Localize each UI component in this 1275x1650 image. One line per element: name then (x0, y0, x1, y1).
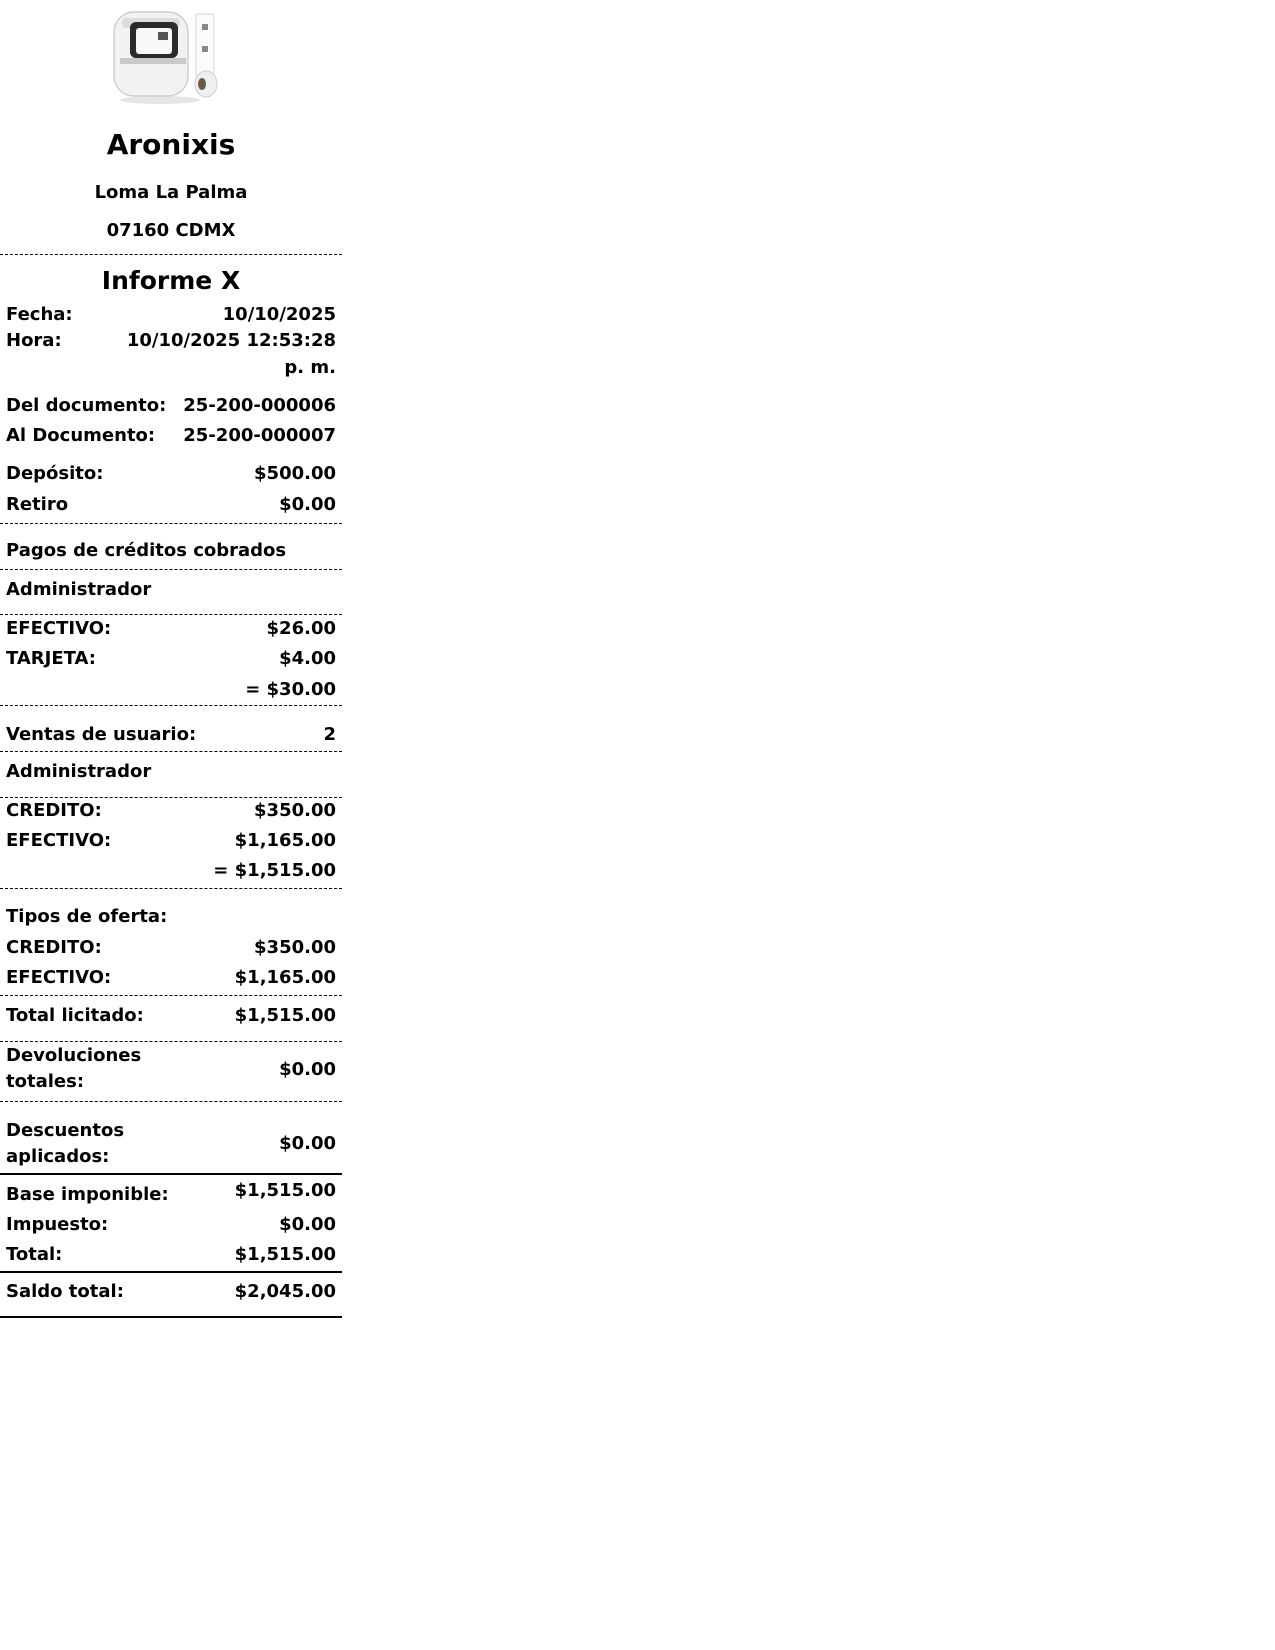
offer-types-heading: Tipos de oferta: (6, 906, 168, 927)
report-title: Informe X (101, 266, 241, 295)
devoluciones-label: Devoluciones (6, 1045, 142, 1066)
user-sales-payment-value: $350.00 (254, 800, 336, 821)
separator (0, 888, 342, 889)
saldo-total-value: $2,045.00 (234, 1281, 336, 1302)
descuentos-value: $0.00 (279, 1133, 336, 1154)
separator (0, 751, 342, 752)
base-imponible-label: Base imponible: (6, 1184, 169, 1205)
user-sales-count: 2 (323, 724, 336, 745)
offer-type-label: EFECTIVO: (6, 967, 112, 988)
devoluciones-value: $0.00 (279, 1059, 336, 1080)
credit-payment-value: $26.00 (266, 618, 336, 639)
hora-value-ampm: p. m. (284, 357, 336, 378)
credit-payments-heading: Pagos de créditos cobrados (6, 540, 287, 561)
separator (0, 1041, 342, 1042)
total-label: Total: (6, 1244, 63, 1265)
separator (0, 614, 342, 615)
store-address-line2: 07160 CDMX (106, 220, 236, 241)
printer-logo-icon (108, 8, 234, 106)
credit-payment-label: TARJETA: (6, 648, 97, 669)
separator (0, 1101, 342, 1102)
descuentos-label: Descuentos (6, 1120, 125, 1141)
user-sales-payment-value: $1,165.00 (234, 830, 336, 851)
hora-label: Hora: (6, 330, 62, 351)
separator (0, 569, 342, 570)
base-imponible-value: $1,515.00 (234, 1180, 336, 1201)
retiro-label: Retiro (6, 494, 69, 515)
hora-value: 10/10/2025 12:53:28 (126, 330, 336, 351)
separator-solid (0, 1271, 342, 1273)
offer-type-label: CREDITO: (6, 937, 102, 958)
saldo-total-label: Saldo total: (6, 1281, 124, 1302)
deposito-value: $500.00 (254, 463, 336, 484)
separator (0, 254, 342, 255)
credit-payments-subtotal: = $30.00 (245, 679, 336, 700)
separator (0, 995, 342, 996)
user-sales-user: Administrador (6, 761, 152, 782)
offer-type-value: $350.00 (254, 937, 336, 958)
deposito-label: Depósito: (6, 463, 104, 484)
offer-type-value: $1,165.00 (234, 967, 336, 988)
credit-payments-user: Administrador (6, 579, 152, 600)
del-documento-value: 25-200-000006 (183, 395, 336, 416)
user-sales-subtotal: = $1,515.00 (213, 860, 336, 881)
devoluciones-label-cont: totales: (6, 1071, 85, 1092)
del-documento-label: Del documento: (6, 395, 167, 416)
total-value: $1,515.00 (234, 1244, 336, 1265)
separator (0, 705, 342, 706)
al-documento-value: 25-200-000007 (183, 425, 336, 446)
credit-payment-label: EFECTIVO: (6, 618, 112, 639)
store-address-line1: Loma La Palma (94, 182, 248, 203)
impuesto-value: $0.00 (279, 1214, 336, 1235)
store-name: Aronixis (106, 128, 236, 161)
user-sales-label: Ventas de usuario: (6, 724, 197, 745)
total-licitado-value: $1,515.00 (234, 1005, 336, 1026)
retiro-value: $0.00 (279, 494, 336, 515)
fecha-label: Fecha: (6, 304, 73, 325)
user-sales-payment-label: CREDITO: (6, 800, 102, 821)
descuentos-label-cont: aplicados: (6, 1146, 110, 1167)
separator (0, 523, 342, 524)
separator-solid (0, 1316, 342, 1318)
credit-payment-value: $4.00 (279, 648, 336, 669)
user-sales-payment-label: EFECTIVO: (6, 830, 112, 851)
total-licitado-label: Total licitado: (6, 1005, 144, 1026)
al-documento-label: Al Documento: (6, 425, 156, 446)
fecha-value: 10/10/2025 (222, 304, 336, 325)
impuesto-label: Impuesto: (6, 1214, 109, 1235)
separator-solid (0, 1173, 342, 1175)
